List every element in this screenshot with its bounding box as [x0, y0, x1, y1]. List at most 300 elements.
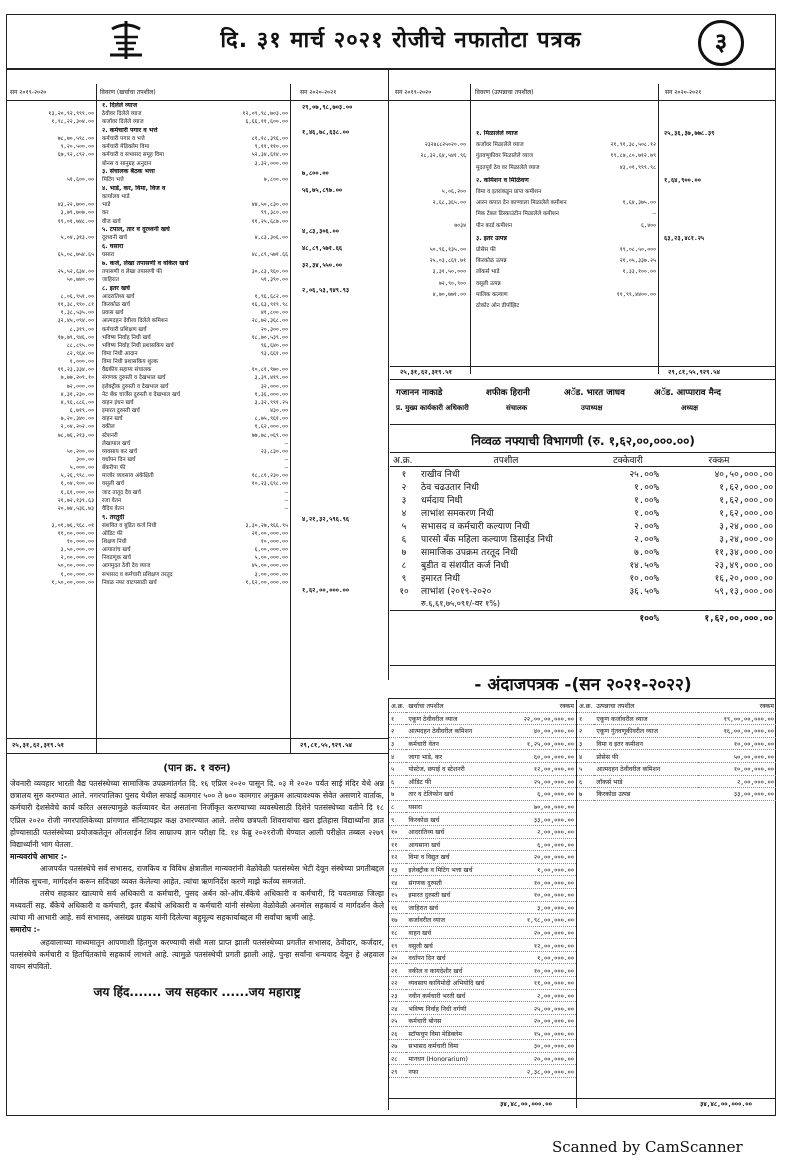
exp-item-label: वर्धापन दिन खर्च: [102, 456, 136, 463]
budget-expense-row: [389, 712, 576, 725]
budget-exp-amount: २,००,०००.००: [510, 989, 576, 1002]
exp-item-prev: ९,२०,५००.००: [60, 144, 94, 151]
exp-item-amount: १०,२३,६९८.००: [251, 481, 288, 488]
budget-expense-row: [389, 888, 576, 901]
dist-row-amount: १,६२,०००.००: [719, 496, 773, 506]
exp-item-label: वाहन खर्च: [102, 416, 123, 423]
budget-expense-row: [389, 939, 576, 952]
exp-item-prev: ३२,४५,०९४.००: [57, 318, 94, 325]
budget-exp-no: २: [389, 725, 406, 738]
distribution-title: निव्वळ नफ्याची विभागणी (रु. १,६२,००,०००.००): [471, 434, 695, 448]
inc-item-prev: ३,३१,५०,०००: [432, 269, 466, 276]
budget-exp-amount: २,००,०००.००: [510, 825, 576, 838]
exp-item-label: वैदिय वेतन: [102, 505, 124, 512]
distribution-table: [390, 453, 776, 624]
budget-exp-detail: वसुली खर्च: [406, 939, 510, 952]
dist-row-amount: ५९,१३,०००.००: [714, 587, 773, 597]
exp-item-prev: १९,०१,७४८.००: [57, 218, 94, 225]
exp-item-label: ठेवीवर दिलेले व्याज: [102, 111, 142, 118]
exp-item-prev: १०,०००.००: [66, 538, 94, 545]
inc-col-curr: सन २०२०-२०२१: [665, 86, 765, 101]
exp-item-prev: ११,३८,९९०.८१: [57, 302, 94, 309]
exp-item-prev: ४,९६,८८६.००: [60, 399, 94, 406]
exp-item-amount: २८,७२,३६८.००: [251, 318, 288, 325]
exp-item-amount: १०,८१,९७०.००: [251, 367, 288, 374]
budget-inc-no: ५: [577, 762, 594, 775]
exp-item-amount: ९३,६६१.००: [260, 351, 288, 357]
exp-section-total: ३२,३४,५५०.००: [302, 261, 343, 269]
signatory-2-title: संचालक: [506, 404, 528, 412]
dist-row-no: ८: [401, 561, 407, 571]
mid-rule: [388, 70, 389, 680]
inc-total-rule: [390, 366, 776, 367]
signatory-2-name: शफीक हिरानी: [486, 388, 530, 398]
dist-row-pct: १.००%: [634, 496, 659, 506]
budget-exp-amount: १०,००,०००.००: [510, 888, 576, 901]
inc-section-total: २५,३६,३७,७७८.३९: [664, 130, 715, 137]
expenditure-section: [8, 102, 388, 742]
budget-inc-amount: १६,००,००,०००.००: [698, 725, 776, 738]
budget-exp-detail: जाहिरात खर्च: [406, 901, 510, 914]
budget-inc-detail: आत्मदहन ठेवीवरील कमिशन: [594, 762, 698, 775]
inc-section-title: ३. इतर उत्पन्न: [476, 234, 507, 242]
dist-row-no: ५: [401, 522, 407, 532]
exp-item-prev: २१,७२,१३९.६३: [57, 497, 94, 504]
budget-inc-no: १: [577, 712, 594, 725]
budget-expense-row: [389, 901, 576, 914]
exp-item-amount: २३,८३०.००: [260, 448, 288, 455]
exp-item-label: निवडणूक खर्च: [102, 555, 131, 562]
inc-item-prev: ५,०६,२००: [441, 189, 466, 195]
dist-row-pct: २.००%: [634, 522, 659, 532]
dist-row-pct: ३६.५०%: [629, 587, 659, 597]
budget-exp-no: १९: [389, 939, 406, 952]
distribution-total-row: [390, 611, 776, 625]
exp-section-title: १. दिलेले व्याज: [102, 102, 138, 109]
budget-exp-no: ३: [389, 737, 406, 750]
budget-exp-detail: किरकोळ खर्च: [406, 813, 510, 826]
notice-paragraph-3: तसेच सहकार खात्याचे सर्व अधिकारी व कर्मचारी, पुसद अर्बन को-ऑप.बँकेचे अधिकारी व कर्मचारी, दि यवतमाळ जिल्हा मध्यवर्ती सह. बँकेचे अधिकारी व कर्मचारी, इतर बँकांचे अधिकारी व कर्मचारी यांनी संस्थेला वेळोवेळी अनमोल सहकार्य व मार्गदर्शन केले त्यांचा मी आभारी आहे. सर्व सभासद, असंख्य ग्राहक यांनी दिलेल्या बहुमूल्य सहकार्याबद्दल मी सर्वांचा ऋणी आहे.: [10, 888, 384, 923]
exp-item-prev: ७,७७,२०९.१०: [60, 375, 94, 382]
exp-item-label: कर्मचारी मेडिक्लेम विमा: [102, 144, 150, 151]
budget-exp-detail: ऑडिट फी: [406, 775, 510, 788]
distribution-note-row: [390, 597, 776, 611]
budget-income-row: [577, 762, 776, 775]
budget-inc-amount: १०,००,०००.००: [698, 762, 776, 775]
budget-exp-amount: २०,००,०००.००: [510, 1052, 576, 1065]
inc-item-amount: १९,०८,५०,०००: [619, 247, 656, 253]
notice-closing-heading: समारोप :-: [10, 925, 40, 935]
dist-row-detail: धर्मदाय निधी: [421, 496, 463, 506]
budget-expense-row: [389, 914, 576, 927]
dist-row-amount: १६,२०,०००.००: [714, 574, 773, 584]
exp-item-amount: ९९,३८०.००: [260, 210, 288, 217]
exp-item-label: वाहन इंधन खर्च: [102, 399, 134, 406]
exp-item-prev: १,९८,२२,३०४.००: [51, 119, 94, 126]
inc-item-amount: ६,४००: [640, 222, 656, 229]
budget-exp-amount: १,९८,००,०००.००: [510, 914, 576, 927]
exp-item-prev: ७८,७०,५९८.००: [57, 136, 94, 143]
budget-income-table: [577, 700, 776, 801]
budget-exp-no: ११: [389, 838, 406, 851]
exp-item-prev: ३००.००: [76, 456, 94, 463]
budget-income-total: ३४,४८,००,०००.००: [700, 1100, 752, 1108]
dist-row-detail: सामाजिक उपक्रम तरतूद निधी: [421, 548, 518, 558]
budget-exp-detail: वाहन खर्च: [406, 926, 510, 939]
exp-item-prev: २,००,०००.००: [60, 555, 94, 562]
budget-title: - अंदाजपत्रक -(सन २०२१-२०२२): [474, 675, 692, 695]
exp-item-amount: १०,०००.००: [260, 538, 288, 545]
notice-paragraph-2: आजपर्यंत पतसंस्थेचे सर्व सभासद, राजकिय व विविध क्षेत्रातील मान्यवरांनी वेळोवेळी पतसंस्थेस भेटी देवून संस्थेच्या प्रगतीबद्दल मौलिक सुचना, मार्गदर्शन करून सदिच्छा व्यक्त केलेल्या आहेत. त्यांचा ऋणनिर्देश करणे माझे कर्तव्य समजतो.: [10, 864, 384, 886]
budget-exp-detail: आत्मदहन ठेवीवरील कमिशन: [406, 725, 510, 738]
inc-item-label: किरकोळ उत्पन्न: [476, 258, 507, 265]
exp-item-prev: १,०००.००: [69, 359, 94, 366]
exp-item-amount: ९,११,११०.००: [254, 144, 288, 151]
budget-exp-no: १४: [389, 876, 406, 889]
budget-expense-row: [389, 977, 576, 990]
exp-item-prev: ६५,०८,७५४.६५: [57, 252, 94, 259]
exp-item-amount: ४४,५०,८३०.००: [251, 202, 288, 209]
exp-section-total: ७,८००.००: [302, 170, 329, 178]
exp-item-amount: ११,२५,६८७.००: [251, 218, 288, 225]
exp-section-total: ४,२१,३२,५९६.९६: [302, 515, 350, 523]
exp-item-amount: १,९६,६८२.००: [254, 293, 288, 300]
exp-item-amount: ७७,७८,०६९.००: [251, 432, 288, 439]
budget-exp-amount: ३,००,०००.००: [510, 901, 576, 914]
budget-exp-no: २८: [389, 1052, 406, 1065]
exp-item-prev: ६७,९२,८९२.००: [57, 152, 94, 159]
exp-item-label: रजा वेतन: [102, 497, 122, 504]
budget-inc-amount: १०,००,०००.००: [698, 737, 776, 750]
inc-item-prev: ४,७०,७७१.००: [432, 291, 466, 298]
dist-row-pct: २५.००%: [629, 470, 659, 480]
inc-item-label: लॉकर्स भाडे: [476, 269, 500, 276]
budget-exp-amount: १,००,०००.००: [510, 863, 576, 876]
budget-expense-row: [389, 800, 576, 813]
budget-exp-amount: ६,००,०००.००: [510, 838, 576, 851]
budget-exp-no: ६: [389, 775, 406, 788]
inc-section-total: १,६४,९००.००: [664, 176, 701, 184]
exp-item-prev: ५,०४,३१३.००: [60, 235, 94, 242]
dist-col-amount: रक्कम: [708, 456, 730, 466]
signatory-4-name: अॅड. आप्पाराव मैन्द: [654, 388, 721, 398]
scanner-watermark: Scanned by CamScanner: [552, 1138, 743, 1156]
budget-exp-amount: ६,००,०००.००: [510, 788, 576, 801]
exp-item-amount: ४१,८००.००: [260, 310, 288, 317]
exp-item-prev: १३,२०,९२,९९९.००: [48, 111, 94, 118]
budget-exp-amount: १२,००,०००.००: [510, 939, 576, 952]
exp-item-label: बँकरीपा फी: [102, 465, 126, 472]
exp-section-total: २९,०७,९८,७०३.००: [302, 104, 353, 111]
exp-item-prev: ४३,२२,७००.००: [57, 202, 94, 209]
dist-row-amount: २३,४९,०००.००: [714, 561, 773, 571]
exp-item-amount: ६,६६,११,६००.००: [245, 119, 288, 126]
budget-expense-row: [389, 1052, 576, 1065]
inc-item-amount: ४३,०१,९९९.९८: [619, 164, 656, 171]
dist-row-pct: ७.००%: [634, 548, 659, 558]
budget-exp-amount: ३०,००,०००.००: [510, 1040, 576, 1053]
exp-item-prev: ८,३१९.००: [69, 326, 94, 333]
distribution-row: [390, 545, 776, 558]
budget-exp-detail: कर्मचारी बोनस: [406, 1014, 510, 1027]
exp-item-label: विमा निधी प्रशासकिय शुल्क: [102, 359, 158, 366]
exp-item-label: कर्मचारी व सभासद समूह विमा: [102, 152, 164, 159]
signatory-3-title: उपाध्यक्ष: [581, 404, 603, 412]
budget-exp-detail: तार व टेलिफोन खर्च: [406, 788, 510, 801]
exp-item-amount: १६,६३,९१९.९८: [251, 302, 288, 309]
exp-item-label: स्टेशनरी: [102, 432, 118, 439]
dist-row-detail: बुडीत व संशयीत कर्ज निधी: [421, 561, 509, 571]
exp-item-prev: ५,२६,९९८.००: [60, 473, 94, 480]
budget-inc-amount: ३३,००,०००.००: [698, 788, 776, 801]
exp-section-title: ९. तरतुदी: [102, 513, 125, 521]
inc-item-label: कर्जावर मिळालेले व्याज: [476, 142, 524, 149]
exp-item-amount: १८,७०,५३९.००: [251, 334, 288, 341]
budget-expense-row: [389, 750, 576, 763]
exp-item-prev: ३,०१,७६,९६८.०१: [51, 522, 94, 529]
budget-expense-row: [389, 876, 576, 889]
budget-inc-amount: ५०,००,०००.००: [698, 750, 776, 763]
exp-section-total: २,०६,५३,९४९.९३: [302, 286, 350, 294]
budget-exp-no: १७: [389, 914, 406, 927]
budget-exp-detail: एकूण ठेवीवरील व्याज: [406, 712, 510, 725]
exp-section-total: ४,८३,३०६.००: [302, 228, 339, 236]
budget-expense-total: ३४,४८,००,०००.००: [500, 1100, 552, 1108]
dist-row-amount: ३,२४,०००.००: [719, 535, 773, 545]
budget-exp-amount: १०,००,०००.००: [510, 876, 576, 889]
inc-grand-total-curr: २९,८१,५५,९२९.५४: [668, 368, 720, 376]
exp-item-label: विमा निधी आदान: [102, 351, 138, 357]
exp-item-prev: ३,७९,७०७.००: [60, 210, 94, 217]
exp-item-label: मिटिंग भत्ते: [102, 177, 124, 184]
exp-item-amount: ५१,३९०.००: [260, 277, 288, 284]
budget-exp-detail: भविष्य निर्वाह निधी वर्गणी: [406, 1002, 510, 1015]
exp-section-title: ७. कर्ज, लेखा तपासणी व वकिल खर्च: [102, 259, 189, 267]
budget-expense-row: [389, 737, 576, 750]
budget-exp-detail: कर्जावरील व्याज: [406, 914, 510, 927]
exp-section-title: ४. भाडे, कर, विमा, विज व: [102, 185, 166, 192]
dist-row-no: २: [401, 483, 407, 493]
inc-item-prev: ५०,९६,१३५.००: [429, 247, 466, 253]
dist-row-detail: लाभांश समकरण निधी: [421, 509, 494, 519]
inc-item-amount: —: [652, 211, 656, 218]
budget-exp-no: १८: [389, 926, 406, 939]
budget-expense-row: [389, 1040, 576, 1053]
dist-note-spacer: [594, 597, 662, 611]
notice-paragraph-1: जेवनारी व्यवहार भारती वैद्य पतसंस्थेच्या सामाजिक उपक्रमांतर्गत दि. १६ एप्रिल २०२० पासून दि. ०३ मे २०२० पर्यंत साई मंदिर येथे अन्न छत्रालय सुरु करण्यात आले. नगरपालिका पुसद येथील सफाई कामगार ५०० ते ७०० कामगार अनुक्रम आत्यावश्यक सेवेत असणारे वार्ताक, कर्मचारी देशसेवेचे कार्य करित असल्यामुळे कर्तव्यावर येत असतांना निर्जीकृत करण्याच्या व्यवस्थेसाठी दिशेने पतसंस्थेच्या वतीने दि १८ एप्रिल २०२० रोजी नगरपालिकेच्या प्रांगणात सॅनिटायझर कक्ष उभारण्यात आले. तसेच छत्रपती शिवरायांचा खरा इतिहास विद्यार्थ्यांना ज्ञात होण्यासाठी पतसंस्थेच्या प्रयोजकतेतून ऑनलाईन शिव साम्राज्य ज्ञान परीक्षा दि. १४ फेब्रु २०२१रोजी घेण्यात आली परीक्षेत तब्बल २२७९ विद्यार्थ्यांनी भाग घेतला.: [10, 779, 384, 850]
notice-section: [10, 760, 384, 1000]
dist-row-amount: ११,३४,०००.००: [714, 548, 773, 558]
budget-exp-amount: २५,००,०००.००: [510, 1002, 576, 1015]
budget-exp-detail: आयसाना खर्च: [406, 838, 510, 851]
inc-item-amount: २१,९१,३८,५०८.१२: [610, 142, 656, 149]
dist-row-pct: १४.५०%: [629, 561, 659, 571]
exp-section-total: १,४६,७८,६३८.००: [302, 128, 350, 136]
distribution-row: [390, 571, 776, 584]
budget-exp-no: २५: [389, 1014, 406, 1027]
budget-inc-detail: एकूण गुंतवणूकीवरील व्याज: [594, 725, 698, 738]
budget-exp-detail: विमा व विद्युत खर्च: [406, 851, 510, 864]
exp-item-prev: १,५०,००,०००.००: [51, 579, 94, 586]
budget-expense-row: [389, 851, 576, 864]
exp-col-curr: सन २०२०-२०२१: [300, 86, 380, 101]
budget-income-row: [577, 737, 776, 750]
budget-exp-no: ८: [389, 800, 406, 813]
budget-inc-no: ४: [577, 750, 594, 763]
exp-item-label: माजोर व्यवसाय अंकेक्षिती: [102, 473, 154, 480]
exp-item-label: घसारा: [102, 252, 115, 259]
dist-row-detail: पारसो बँक महिला कल्याण डिसाईड निधी: [421, 535, 553, 545]
budget-expense-row: [389, 838, 576, 851]
budget-expense-row: [389, 788, 576, 801]
budget-exp-detail: नफा: [406, 1065, 510, 1078]
exp-item-amount: २१,००,०००.००: [251, 530, 288, 537]
exp-item-label: कर: [102, 210, 109, 217]
budget-exp-no: २०: [389, 951, 406, 964]
budget-inc-detail: विमा व इतर कमीशन: [594, 737, 698, 750]
dist-row-pct: १.००%: [634, 483, 659, 493]
dist-row-no: ६: [401, 535, 407, 545]
inc-item-amount: १,६४,३७५.००: [622, 200, 656, 207]
inc-item-label: पीन कार्ड कमीशन: [476, 222, 513, 229]
page-title: दि. ३१ मार्च २०२१ रोजीचे नफातोटा पत्रक: [220, 28, 582, 53]
exp-total-rule-2: [6, 753, 388, 754]
exp-net-profit-line: १,६२,००,०००.००: [302, 587, 350, 595]
distribution-row: [390, 519, 776, 532]
dist-col-no: अ.क्र.: [393, 456, 413, 466]
dist-total-pct: १००%: [594, 611, 662, 625]
budget-exp-amount: १२,००,०००.००: [510, 762, 576, 775]
exp-item-label: आगमुदत ठेवी देव व्याज: [102, 563, 151, 570]
signatory-1-title: प्र. मुख्य कार्यकारी अधिकारी: [396, 404, 469, 412]
budget-exp-amount: १०,००,०००.००: [510, 964, 576, 977]
exp-item-prev: १,०४,९००.००: [60, 481, 94, 488]
exp-item-amount: १,६२,०००.००: [254, 424, 288, 431]
inc-col-prev: सन २०१९-२०२०: [395, 86, 465, 101]
exp-item-label: लेखापाल खर्च: [102, 440, 131, 447]
dist-total-spacer: [418, 611, 594, 625]
budget-exp-detail: जागा भाडे, कर: [406, 750, 510, 763]
budget-exp-no: १३: [389, 863, 406, 876]
dist-row-amount: १,६२,०००.००: [719, 509, 773, 519]
exp-col-particulars: विवरण (खर्चाचा तपशील): [100, 86, 280, 101]
distribution-row: [390, 467, 776, 481]
budget-expense-row: [389, 926, 576, 939]
budget-inc-header: [577, 700, 776, 712]
budget-expense-row: [389, 762, 576, 775]
budget-income-row: [577, 788, 776, 801]
distribution-row: [390, 584, 776, 597]
inc-item-prev: ७२,९०,९००: [438, 280, 466, 287]
signatory-3-name: अॅड. भारत जाधव: [564, 388, 625, 398]
exp-item-amount: —: [284, 440, 288, 447]
exp-item-amount: —: [284, 505, 288, 512]
dist-row-amount: ३,२४,०००.००: [719, 522, 773, 532]
budget-exp-no: २६: [389, 1027, 406, 1040]
exp-item-label: वकील: [102, 424, 115, 431]
exp-item-amount: —: [284, 497, 288, 504]
dist-row-no: १: [401, 470, 407, 480]
exp-item-amount: —: [284, 465, 288, 472]
exp-item-amount: ७,८००.००: [263, 177, 288, 184]
budget-exp-detail: कर्मचारी वेतन: [406, 737, 510, 750]
budget-inc-detail: प्रोसेस फी: [594, 750, 698, 763]
budget-exp-detail: घसारा: [406, 800, 510, 813]
exp-item-label: आयातांच खर्च: [102, 547, 131, 554]
budget-total-rule: [388, 1098, 776, 1099]
dist-row-pct: २.००%: [634, 535, 659, 545]
dist-col-detail: तपशील: [493, 456, 519, 466]
budget-exp-no: २३: [389, 989, 406, 1002]
exp-item-label: वीज खर्च: [102, 218, 121, 225]
budget-expense-row: [389, 725, 576, 738]
exp-item-label: इमारत दुरुस्ती खर्च: [102, 408, 140, 415]
exp-item-amount: ३०,८३,९६०.००: [251, 269, 288, 275]
exp-item-label: व्यवसाय कर खर्च: [102, 448, 138, 455]
budget-expense-row: [389, 863, 576, 876]
budget-expense-row: [389, 1014, 576, 1027]
inc-item-label: गुंतवणूकीवर मिळालेले व्याज: [476, 153, 534, 160]
exp-item-label: कर्मचारी प्रशिक्षण खर्च: [102, 326, 147, 333]
inc-item-prev: २३२४८८२५०२०.००: [424, 142, 466, 149]
page-number-badge: ३: [698, 20, 744, 66]
exp-section-title: २. कर्मचारी पगार व भत्ते: [102, 126, 158, 134]
budget-inc-no: ७: [577, 788, 594, 801]
budget-inc-detail: एकूण कर्जावरील व्याज: [594, 712, 698, 725]
budget-exp-amount: ४०,००,०००.००: [510, 725, 576, 738]
exp-section-title: ६. घसारा: [102, 243, 124, 251]
exp-item-amount: ३,००,०००.००: [254, 571, 288, 578]
budget-exp-amount: २,३८,००,०००.००: [510, 1065, 576, 1078]
dist-total-spacer: [390, 611, 418, 625]
exp-item-label: दूरध्वनी खर्च: [102, 235, 127, 242]
budget-exp-amount: २०,००,०००.००: [510, 926, 576, 939]
dist-row-no: ३: [401, 496, 407, 506]
income-section: [392, 102, 772, 352]
exp-item-label: वसूली खर्च: [102, 481, 125, 488]
dist-row-detail: राखीव निधी: [421, 470, 460, 480]
exp-item-prev: ८,०६,९५१.००: [60, 293, 94, 300]
notice-heading: (पान क्र. १ वरुन): [163, 763, 231, 774]
exp-item-prev: १,००,०००.००: [60, 571, 94, 578]
budget-exp-amount: ७०,००,०००.००: [510, 800, 576, 813]
exp-item-label: भविष्य निर्वाह निधी खर्च: [102, 334, 151, 341]
inc-item-prev: ७०३४: [454, 222, 466, 229]
exp-item-label: सभासद व कर्मचारी प्रशिक्षण तरतूद: [102, 571, 173, 578]
inc-item-label: आरन कपात देन काण्याला मिळालेले कमीशन: [476, 200, 567, 207]
budget-exp-detail: पोस्टेज, छपाई व स्टेशनरी: [406, 762, 510, 775]
dist-row-no: ९: [401, 574, 407, 584]
budget-inc-no: ३: [577, 737, 594, 750]
budget-exp-detail: वकील व कायदेशीर खर्च: [406, 964, 510, 977]
exp-section-title: ३. संचालक बैठक भत्ता: [102, 168, 155, 176]
budget-inc-detail: लॉकर्स भाडे: [594, 775, 698, 788]
exp-item-amount: —: [284, 489, 288, 496]
budget-exp-no: ४: [389, 750, 406, 763]
budget-inc-detail: किरकोळ उत्पन्न: [594, 788, 698, 801]
budget-exp-no: १५: [389, 888, 406, 901]
exp-item-label: कार्यालय भाडे: [102, 194, 130, 201]
inc-item-prev: २५,०३,८६१.७१: [429, 258, 466, 265]
exp-item-amount: ८१,१८,३९६.००: [251, 136, 288, 143]
exp-item-label: जाद तातूद दैव खर्च: [102, 489, 141, 496]
distribution-row: [390, 558, 776, 571]
exp-item-label: संगणक दुरुस्ती व देखभाल खर्च: [102, 375, 166, 382]
budget-exp-detail: सभासद कर्मचारी विमा: [406, 1040, 510, 1053]
exp-item-label: संशयित व बुडित कर्ज निधी: [102, 522, 157, 529]
exp-section-total: ५६,७५,८९७.००: [302, 187, 343, 194]
exp-item-label: किरकोळ खर्च: [102, 302, 130, 309]
